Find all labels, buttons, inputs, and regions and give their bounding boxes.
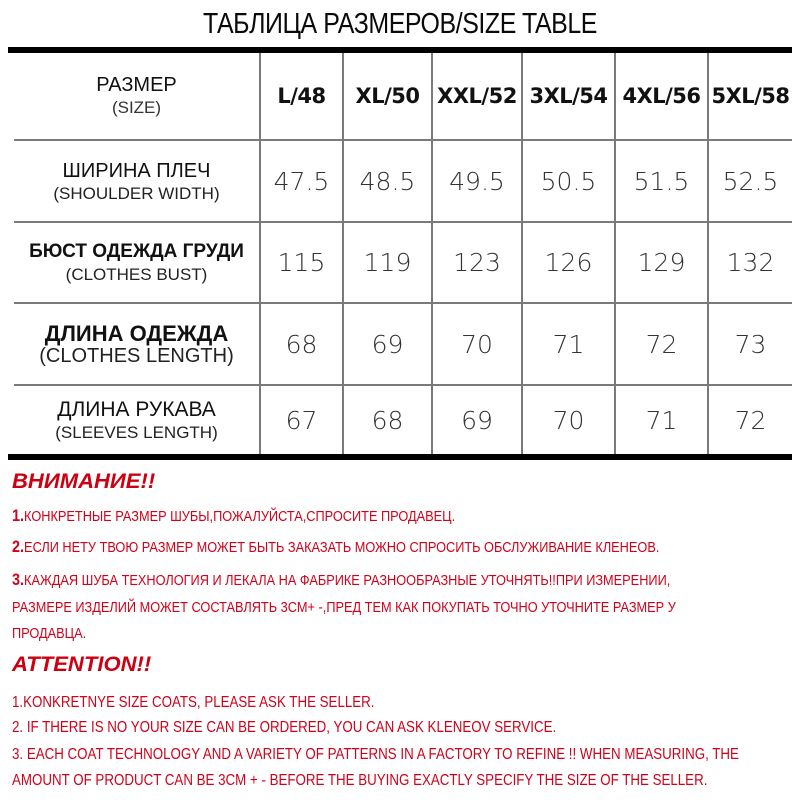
size-header-cell: [14, 53, 259, 139]
table-cell: 72: [734, 405, 767, 435]
table-cell: 126: [544, 248, 593, 277]
size-column-header: XL/50: [355, 84, 420, 108]
size-column-header: L/48: [277, 84, 326, 108]
row-label-clothes-bust: [14, 223, 259, 302]
notice-item-en: 3. EACH COAT TECHNOLOGY AND A VARIETY OF PATTERNS IN A FACTORY TO REFINE !! WHEN MEASURING, THE: [12, 746, 739, 763]
row-label-en: (SLEEVES LENGTH): [55, 422, 218, 442]
table-cell: 115: [277, 248, 326, 277]
row-label-clothes-length: [14, 304, 259, 384]
table-cell: 67: [285, 405, 318, 435]
row-label-shoulder-width: [14, 141, 259, 221]
notice-item-number: 1.: [12, 506, 25, 525]
notice-item-ru: [12, 537, 659, 557]
table-cell: 68: [371, 405, 404, 435]
table-cell: 123: [453, 248, 501, 277]
row-label-en: (SHOULDER WIDTH): [53, 183, 220, 203]
table-cell: 73: [734, 329, 767, 359]
size-column-header: 3XL/54: [529, 84, 608, 108]
table-cell: 52.5: [722, 166, 779, 196]
table-cell: 70: [552, 405, 585, 435]
row-label-en: (CLOTHES BUST): [65, 265, 208, 284]
table-cell: 71: [645, 405, 678, 435]
notice-item-en: 1.KONKRETNYE SIZE COATS, PLEASE ASK THE SELLER.: [12, 694, 375, 711]
table-cell: 49.5: [449, 166, 505, 196]
notice-item-ru-continued: ПРОДАВЦА.: [12, 625, 87, 642]
notice-item-ru-continued: РАЗМЕРЕ ИЗДЕЛИЙ МОЖЕТ СОСТАВЛЯТЬ 3CM+ -,ПРЕД ТЕМ КАК ПОКУПАТЬ ТОЧНО УТОЧНИТЕ РАЗМЕР У: [12, 599, 676, 616]
size-column-header: XXL/52: [437, 84, 517, 108]
table-cell: 70: [461, 329, 493, 359]
table-cell: 129: [637, 248, 686, 277]
row-label-sleeves-length: [14, 386, 259, 454]
table-cell: 51.5: [633, 166, 690, 196]
notice-item-ru: [12, 570, 670, 590]
row-label-ru: ШИРИНА ПЛЕЧ: [62, 159, 211, 182]
size-header-ru: РАЗМЕР: [96, 74, 177, 96]
table-cell: 47.5: [273, 166, 330, 196]
notice-heading-en: ATTENTION!!: [12, 653, 152, 676]
row-label-en: (CLOTHES LENGTH): [39, 344, 234, 367]
table-cell: 69: [371, 329, 404, 359]
size-header-en: (SIZE): [111, 98, 162, 117]
row-label-ru: БЮСТ ОДЕЖДА ГРУДИ: [29, 241, 244, 262]
notice-item-text: КОНКРЕТНЫЕ РАЗМЕР ШУБЫ,ПОЖАЛУЙСТА,СПРОСИТЕ ПРОДАВЕЦ.: [24, 508, 456, 525]
notice-item-number: 3.: [12, 570, 25, 589]
table-bottom-rule: [8, 454, 792, 460]
page-title: ТАБЛИЦА РАЗМЕРОВ/SIZE TABLE: [202, 8, 598, 40]
notice-item-ru: [12, 506, 455, 526]
table-cell: 71: [552, 329, 585, 359]
table-cell: 50.5: [540, 166, 597, 196]
notice-item-en: 2. IF THERE IS NO YOUR SIZE CAN BE ORDERED, YOU CAN ASK KLENEOV SERVICE.: [12, 719, 557, 736]
table-cell: 119: [363, 248, 412, 277]
notice-item-text: КАЖДАЯ ШУБА ТЕХНОЛОГИЯ И ЛЕКАЛА НА ФАБРИКЕ РАЗНООБРАЗНЫЕ УТОЧНЯТЬ!!ПРИ ИЗМЕРЕНИИ,: [24, 572, 671, 589]
table-cell: 69: [461, 405, 493, 435]
table-cell: 48.5: [359, 166, 416, 196]
size-column-header: 4XL/56: [622, 84, 701, 108]
notice-item-text: ЕСЛИ НЕТУ ТВОЮ РАЗМЕР МОЖЕТ БЫТЬ ЗАКАЗАТЬ МОЖНО СПРОСИТЬ ОБСЛУЖИВАНИЕ КЛЕНЕОВ.: [24, 539, 660, 556]
table-cell: 72: [645, 329, 678, 359]
row-label-ru: ДЛИНА ОДЕЖДА: [44, 320, 229, 346]
notice-item-number: 2.: [12, 537, 25, 556]
size-column-header: 5XL/58: [711, 84, 790, 108]
notice-item-en: AMOUNT OF PRODUCT CAN BE 3CM + - BEFORE THE BUYING EXACTLY SPECIFY THE SIZE OF THE SELLER.: [12, 772, 708, 789]
table-cell: 68: [285, 329, 318, 359]
table-cell: 132: [726, 248, 775, 277]
row-label-ru: ДЛИНА РУКАВА: [57, 397, 216, 421]
notice-heading-ru: ВНИМАНИЕ!!: [12, 470, 156, 493]
